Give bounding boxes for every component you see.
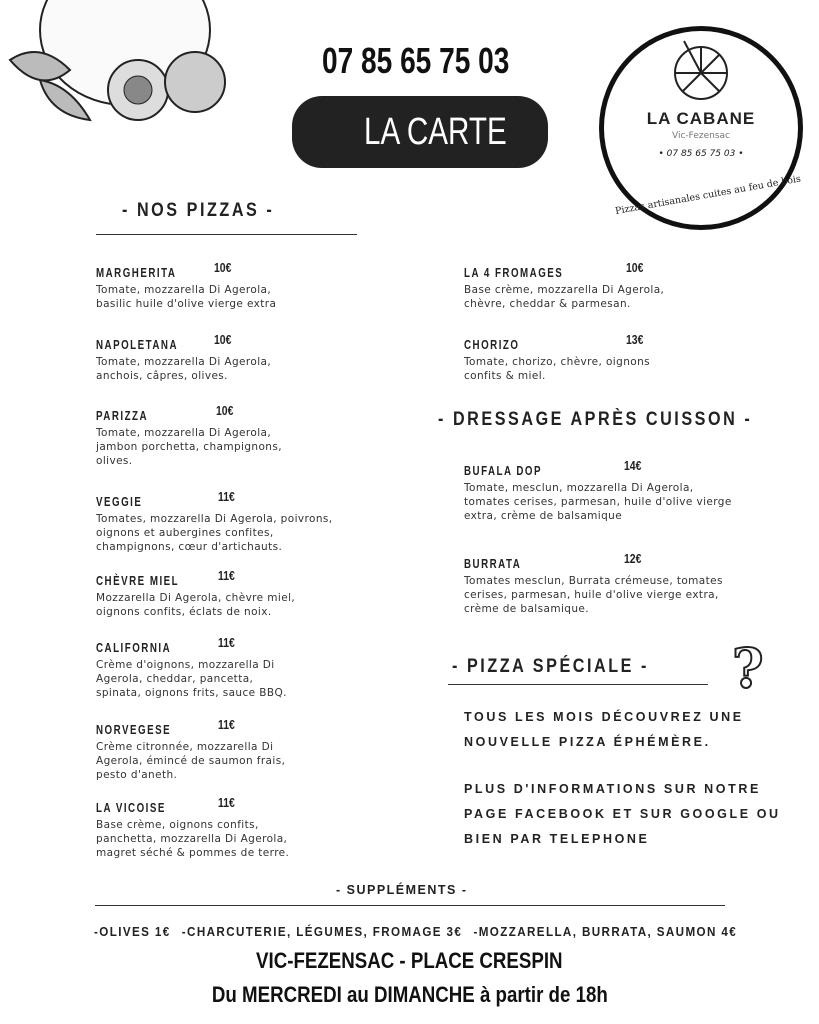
menu-item (96, 635, 287, 699)
menu-item (464, 332, 650, 382)
item-name: VEGGIE (96, 494, 143, 509)
la-cabane-logo (599, 26, 803, 230)
menu-item (96, 717, 286, 781)
menu-item (464, 551, 723, 615)
item-price: 10€ (216, 403, 234, 418)
item-description: Crème d'oignons, mozzarella Di Agerola, cheddar, pancetta, spinata, oignons frits, sauce BBQ. (96, 659, 287, 699)
menu-item (96, 260, 277, 310)
item-price: 11€ (218, 717, 235, 732)
item-name: LA VICOISE (96, 800, 166, 815)
item-description: Tomate, mesclun, mozzarella Di Agerola, tomates cerises, parmesan, huile d'olive vierge extra, crème de balsamique (464, 482, 732, 522)
item-price: 11€ (218, 568, 235, 583)
logo-name: LA CABANE (646, 109, 756, 128)
divider (95, 905, 725, 906)
menu-item (96, 568, 296, 618)
item-description: Tomate, mozzarella Di Agerola, anchois, câpres, olives. (96, 356, 272, 382)
phone-number: 07 85 65 75 03 (322, 40, 510, 81)
item-price: 13€ (626, 332, 644, 347)
footer-hours-row (0, 982, 819, 1008)
divider (448, 684, 708, 685)
item-name: NAPOLETANA (96, 337, 178, 352)
item-description: Tomate, chorizo, chèvre, oignons confits & miel. (464, 356, 650, 382)
section-supplements: - SUPPLÉMENTS - (336, 883, 468, 897)
footer-address: VIC-FEZENSAC - PLACE CRESPIN (256, 948, 563, 973)
item-price: 10€ (214, 260, 232, 275)
item-description: Base crème, mozzarella Di Agerola, chèvre, cheddar & parmesan. (464, 284, 665, 310)
item-description: Mozzarella Di Agerola, chèvre miel, oignons confits, éclats de noix. (96, 592, 296, 618)
section-dressage: - DRESSAGE APRÈS CUISSON - (438, 409, 753, 430)
item-description: Tomates mesclun, Burrata crémeuse, tomates cerises, parmesan, huile d'olive vierge extra, crème de balsamique. (464, 575, 723, 615)
item-price: 10€ (626, 260, 644, 275)
item-description: Base crème, oignons confits, panchetta, mozzarella Di Agerola, magret séché & pommes de terre. (96, 819, 290, 859)
la-carte-banner (292, 96, 548, 168)
item-price: 11€ (218, 489, 235, 504)
item-name: CALIFORNIA (96, 640, 172, 655)
supplement-mozzarella: -MOZZARELLA, BURRATA, SAUMON 4€ (473, 925, 738, 939)
special-text-1: TOUS LES MOIS DÉCOUVREZ UNE NOUVELLE PIZZA ÉPHÉMÈRE. (464, 710, 744, 749)
logo-town: Vic-Fezensac (672, 131, 730, 141)
supplements-row (94, 925, 737, 939)
section-pizza-speciale: - PIZZA SPÉCIALE - (452, 656, 649, 677)
supplement-charcuterie: -CHARCUTERIE, LÉGUMES, FROMAGE 3€ (181, 925, 463, 939)
section-nos-pizzas: - NOS PIZZAS - (122, 200, 275, 221)
item-name: LA 4 FROMAGES (464, 265, 564, 280)
item-name: NORVEGESE (96, 722, 172, 737)
item-name: CHÈVRE MIEL (96, 573, 180, 588)
question-mark-icon: ? (732, 636, 764, 700)
footer-hours: Du MERCREDI au DIMANCHE à partir de 18h (211, 982, 608, 1007)
item-name: BUFALA DOP (464, 463, 543, 478)
menu-item (96, 403, 282, 467)
item-description: Crème citronnée, mozzarella Di Agerola, émincé de saumon frais, pesto d'aneth. (96, 741, 286, 781)
item-price: 12€ (624, 551, 642, 566)
item-name: CHORIZO (464, 337, 520, 352)
item-price: 10€ (214, 332, 232, 347)
item-description: Tomates, mozzarella Di Agerola, poivrons, oignons et aubergines confites, champignons, cœur d'artichauts. (96, 513, 333, 553)
menu-item (96, 332, 272, 382)
footer-address-row (0, 948, 819, 974)
item-price: 14€ (624, 458, 642, 473)
supplement-olives: -OLIVES 1€ (94, 925, 171, 939)
menu-item (96, 489, 333, 553)
item-name: PARIZZA (96, 408, 149, 423)
pizza-icon (666, 35, 736, 105)
item-description: Tomate, mozzarella Di Agerola, basilic huile d'olive vierge extra (96, 284, 277, 310)
menu-item (96, 795, 290, 859)
la-carte-title: LA CARTE (364, 111, 507, 153)
item-price: 11€ (218, 795, 235, 810)
logo-tagline: Pizzas artisanales cuites au feu de bois (614, 173, 802, 218)
item-price: 11€ (218, 635, 235, 650)
mozzarella-tomato-illustration (0, 0, 240, 130)
item-name: BURRATA (464, 556, 522, 571)
special-text-2: PLUS D'INFORMATIONS SUR NOTRE PAGE FACEBOOK ET SUR GOOGLE OU BIEN PAR TELEPHONE (464, 782, 781, 846)
item-description: Tomate, mozzarella Di Agerola, jambon porchetta, champignons, olives. (96, 427, 282, 467)
divider (96, 234, 357, 235)
menu-item (464, 458, 732, 522)
item-name: MARGHERITA (96, 265, 177, 280)
logo-phone: • 07 85 65 75 03 • (658, 149, 744, 159)
menu-item (464, 260, 665, 310)
